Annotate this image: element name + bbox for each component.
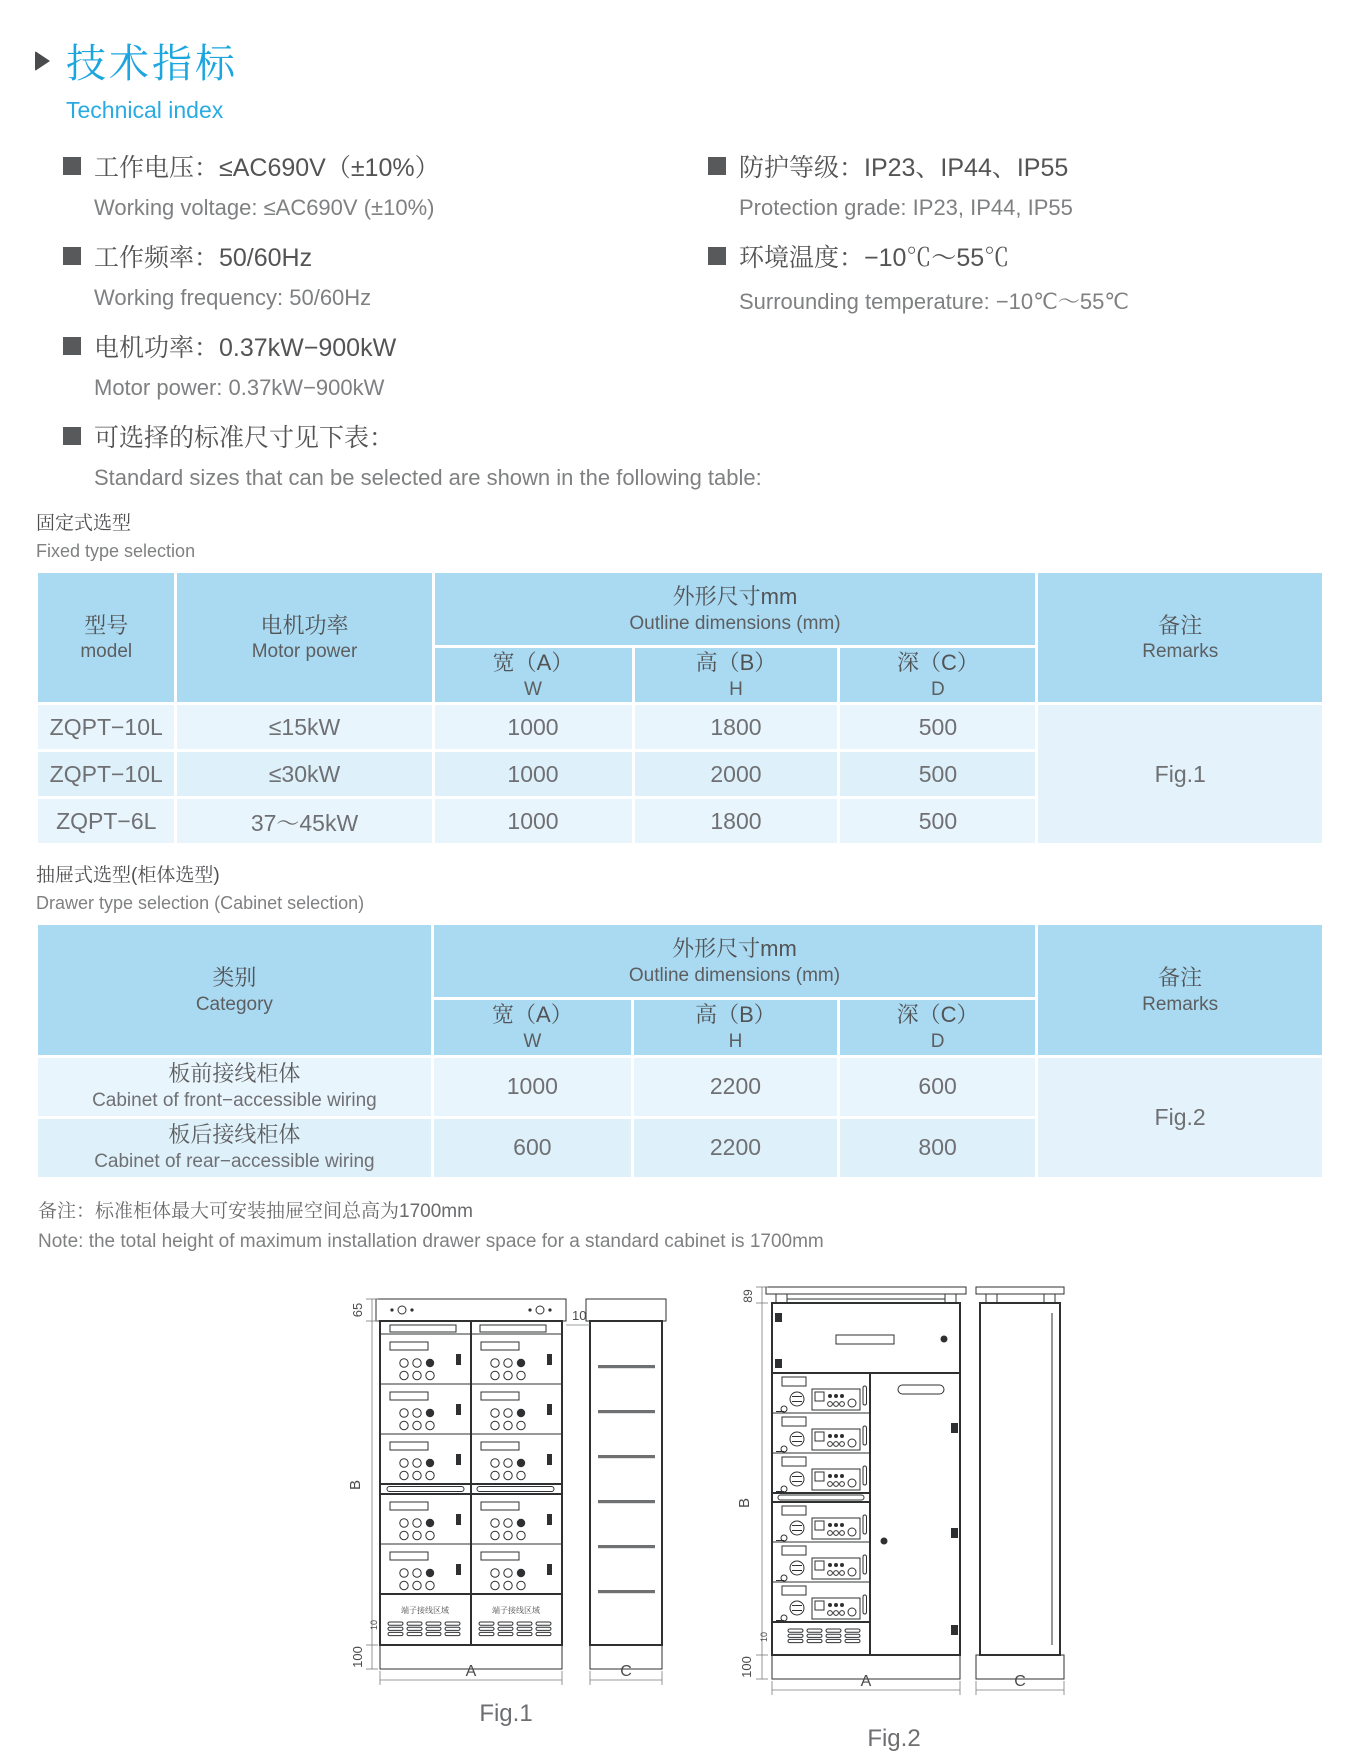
figures-row bbox=[330, 1273, 1357, 1753]
cell-width: 1000 bbox=[435, 705, 632, 749]
section-title-en: Fixed type selection bbox=[36, 541, 196, 561]
header-category: 类别 Category bbox=[38, 925, 431, 1054]
cell-model: ZQPT−6L bbox=[38, 799, 174, 843]
page-header bbox=[35, 32, 1357, 89]
drawer-type-section-title bbox=[36, 860, 1357, 914]
header-outline-dimensions: 外形尺寸mm Outline dimensions (mm) bbox=[434, 925, 1035, 997]
header-height: 高（B） H bbox=[635, 648, 838, 702]
fig1-dim-100-label: 100 bbox=[350, 1645, 365, 1668]
spec-en-text: Working frequency: 50/60Hz bbox=[94, 285, 372, 310]
figure-2 bbox=[718, 1273, 1070, 1753]
cell-depth: 800 bbox=[840, 1119, 1035, 1177]
cell-model: ZQPT−10L bbox=[38, 705, 174, 749]
spec-working-frequency bbox=[63, 238, 708, 311]
cell-height: 1800 bbox=[635, 799, 838, 843]
cell-power: ≤30kW bbox=[177, 752, 431, 796]
note-cn: 备注：标准柜体最大可安装抽屉空间总高为1700mm bbox=[38, 1200, 473, 1222]
spec-standard-sizes bbox=[63, 418, 1357, 491]
bullet-square-icon bbox=[63, 247, 81, 265]
cell-width: 1000 bbox=[435, 752, 632, 796]
header-model: 型号 model bbox=[38, 573, 174, 702]
fig1-dim-c-label: C bbox=[620, 1662, 632, 1680]
table-row bbox=[38, 705, 1322, 749]
fig2-dim-c-label: C bbox=[1014, 1672, 1026, 1690]
spec-list bbox=[63, 148, 1357, 491]
table-note bbox=[38, 1196, 1357, 1253]
spec-cn-text: 工作电压：≤AC690V（±10%） bbox=[94, 154, 440, 182]
fig2-dim-10-label: 10 bbox=[759, 1631, 769, 1642]
spec-cn-text: 电机功率：0.37kW−900kW bbox=[94, 334, 397, 362]
bullet-square-icon bbox=[63, 337, 81, 355]
fig2-dim-100-label: 100 bbox=[739, 1655, 754, 1678]
fig2-dim-89-label: 89 bbox=[741, 1289, 755, 1303]
fig1-terminal-area-label: 端子接线区域 bbox=[401, 1605, 449, 1615]
cell-width: 1000 bbox=[435, 799, 632, 843]
header-depth: 深（C） D bbox=[840, 1000, 1035, 1054]
section-title-cn: 抽屉式选型(柜体选型) bbox=[36, 865, 220, 887]
cell-category: 板前接线柜体 Cabinet of front−accessible wiring bbox=[38, 1058, 431, 1116]
header-height: 高（B） H bbox=[634, 1000, 837, 1054]
spec-en-text: Surrounding temperature: −10℃～55℃ bbox=[739, 289, 1130, 314]
bullet-square-icon bbox=[63, 427, 81, 445]
section-title-cn: 固定式选型 bbox=[36, 513, 132, 534]
section-title-en: Drawer type selection (Cabinet selection) bbox=[36, 893, 365, 914]
fig2-side-view bbox=[976, 1287, 1064, 1679]
cell-power: 37～45kW bbox=[177, 799, 431, 843]
cell-height: 2200 bbox=[634, 1058, 837, 1116]
header-motor-power: 电机功率 Motor power bbox=[177, 573, 431, 702]
spec-cn-text: 工作频率：50/60Hz bbox=[94, 244, 313, 272]
cell-width: 600 bbox=[434, 1119, 631, 1177]
cell-depth: 600 bbox=[840, 1058, 1035, 1116]
table-row bbox=[38, 1058, 1322, 1116]
fig1-dim-a-label: A bbox=[465, 1662, 477, 1680]
table-header-row bbox=[38, 925, 1322, 997]
header-width: 宽（A） W bbox=[434, 1000, 631, 1054]
drawer-type-table bbox=[35, 922, 1325, 1179]
fig1-front-view bbox=[376, 1299, 566, 1669]
fixed-type-table bbox=[35, 570, 1325, 846]
spec-protection-grade bbox=[708, 148, 1357, 221]
fig2-front-view bbox=[766, 1287, 966, 1679]
fig1-dim-10-top-label: 10 bbox=[572, 1307, 587, 1323]
header-outline-dimensions: 外形尺寸mm Outline dimensions (mm) bbox=[435, 573, 1036, 645]
cell-depth: 500 bbox=[840, 752, 1035, 796]
fixed-type-section-title bbox=[36, 508, 1357, 562]
figure-1 bbox=[330, 1273, 682, 1753]
spec-cn-text: 可选择的标准尺寸见下表： bbox=[94, 424, 395, 452]
page-title: 技术指标 bbox=[66, 42, 238, 86]
section-arrow-icon bbox=[35, 51, 50, 71]
fig1-dim-10-label: 10 bbox=[369, 1619, 379, 1630]
spec-motor-power bbox=[63, 328, 708, 401]
fig1-drawing bbox=[330, 1273, 682, 1693]
header-width: 宽（A） W bbox=[435, 648, 632, 702]
note-en: Note: the total height of maximum installation drawer space for a standard cabinet is 1700mm bbox=[38, 1230, 824, 1252]
table-header-row bbox=[38, 573, 1322, 645]
bullet-square-icon bbox=[708, 157, 726, 175]
fig2-dimensions bbox=[736, 1287, 1064, 1695]
header-remarks: 备注 Remarks bbox=[1038, 573, 1322, 702]
header-remarks: 备注 Remarks bbox=[1038, 925, 1322, 1054]
cell-model: ZQPT−10L bbox=[38, 752, 174, 796]
fig2-dim-a-label: A bbox=[860, 1672, 872, 1690]
cell-width: 1000 bbox=[434, 1058, 631, 1116]
spec-working-voltage bbox=[63, 148, 708, 221]
bullet-square-icon bbox=[63, 157, 81, 175]
spec-en-text: Protection grade: IP23, IP44, IP55 bbox=[739, 195, 1073, 220]
fig1-dim-65-label: 65 bbox=[350, 1302, 365, 1317]
spec-column-left bbox=[63, 148, 708, 418]
bullet-square-icon bbox=[708, 247, 726, 265]
page-subtitle: Technical index bbox=[66, 97, 224, 123]
spec-en-text: Working voltage: ≤AC690V (±10%) bbox=[94, 195, 435, 220]
cell-category: 板后接线柜体 Cabinet of rear−accessible wiring bbox=[38, 1119, 431, 1177]
spec-surrounding-temperature bbox=[708, 238, 1357, 316]
spec-en-text: Motor power: 0.37kW−900kW bbox=[94, 375, 385, 400]
fig2-drawing bbox=[718, 1273, 1070, 1718]
fig1-dim-b-label: B bbox=[347, 1479, 364, 1490]
spec-en-text: Standard sizes that can be selected are shown in the following table: bbox=[94, 465, 762, 490]
cell-remark-fig2: Fig.2 bbox=[1038, 1058, 1322, 1177]
fig1-terminal-area-label: 端子接线区域 bbox=[492, 1605, 540, 1615]
cell-height: 1800 bbox=[635, 705, 838, 749]
fig2-dim-b-label: B bbox=[736, 1497, 753, 1508]
cell-height: 2000 bbox=[635, 752, 838, 796]
cell-power: ≤15kW bbox=[177, 705, 431, 749]
cell-depth: 500 bbox=[840, 705, 1035, 749]
cell-depth: 500 bbox=[840, 799, 1035, 843]
cell-remark-fig1: Fig.1 bbox=[1038, 705, 1322, 843]
fig1-side-view bbox=[586, 1299, 666, 1669]
header-depth: 深（C） D bbox=[840, 648, 1035, 702]
fig1-caption: Fig.1 bbox=[479, 1699, 533, 1727]
fig2-caption: Fig.2 bbox=[867, 1724, 921, 1752]
spec-cn-text: 环境温度：−10℃～55℃ bbox=[739, 244, 1010, 272]
spec-cn-text: 防护等级：IP23、IP44、IP55 bbox=[739, 154, 1069, 182]
spec-column-right bbox=[708, 148, 1357, 418]
cell-height: 2200 bbox=[634, 1119, 837, 1177]
